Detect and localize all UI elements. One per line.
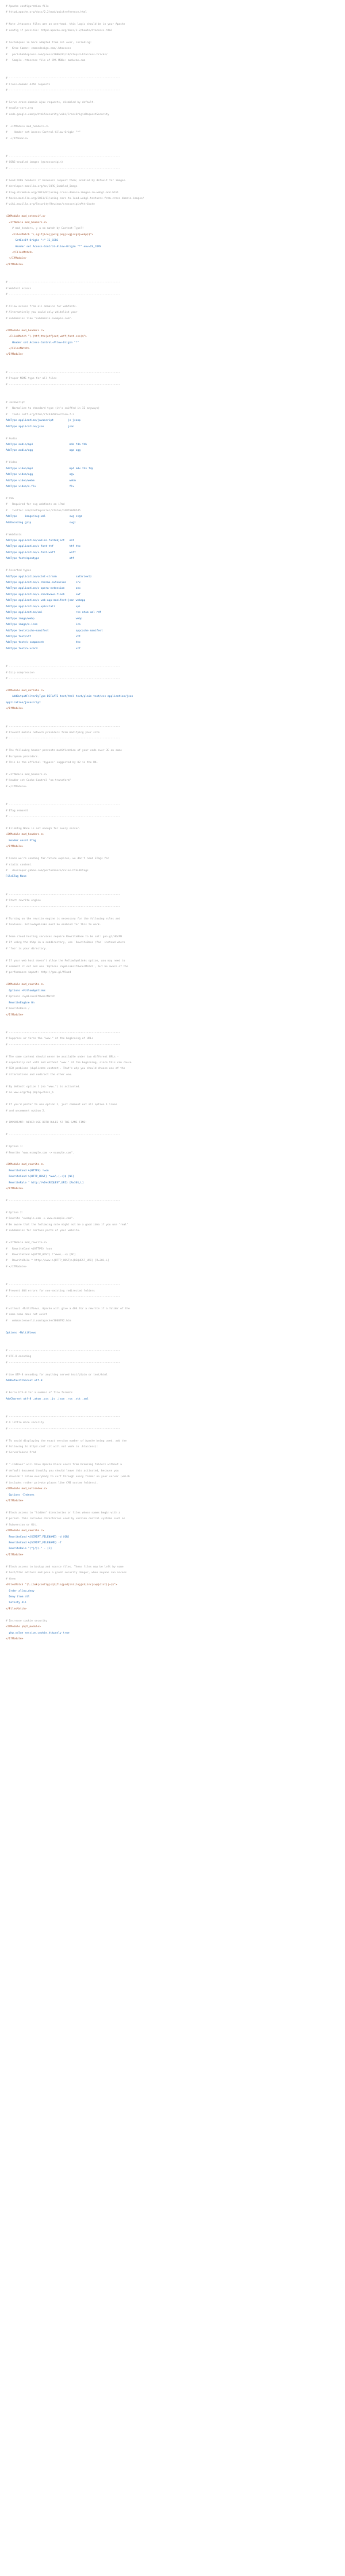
code-line: # ----------------------------------------------------------------------: [6, 167, 121, 170]
code-line: [6, 16, 339, 22]
code-line: [6, 976, 339, 982]
code-line: [6, 526, 339, 532]
code-line: [6, 880, 339, 886]
code-line: [6, 1504, 339, 1510]
code-line: # Option 1:: [6, 1145, 24, 1149]
code-line: # webmasterworld.com/apache/3808792.htm: [6, 1319, 71, 1322]
code-line: AddType application/x-shockwave-flash swf: [6, 593, 80, 596]
code-line: # Header set Access-Control-Allow-Origin "*": [6, 131, 80, 135]
code-line: [6, 430, 339, 436]
code-line: [6, 1018, 339, 1024]
code-line: [6, 1324, 339, 1330]
code-line: AddType application/x-opera-extension oex: [6, 587, 80, 591]
code-line: # comment it out and use `Options +SymLinksIfOwnerMatch`, but be aware of the: [6, 965, 128, 968]
code-line: # Gzip compression: [6, 671, 34, 674]
code-line: # subdomains like "subdomain.example.com".: [6, 317, 73, 320]
code-line: # following to httpd.conf (it will not work in .htaccess):: [6, 1446, 98, 1448]
code-line: # tools.ietf.org/html/rfc4329#section-7.2: [6, 413, 74, 416]
code-line: # ----------------------------------------------------------------------: [6, 383, 121, 386]
code-line: # 'foo' is your directory.: [6, 947, 47, 950]
code-line: # ----------------------------------------------------------------------: [6, 1043, 121, 1046]
code-line: [6, 388, 339, 394]
code-line: [6, 1097, 339, 1102]
code-line: AddType application/x-chrome-extension crx: [6, 581, 80, 584]
code-line: [6, 118, 339, 124]
code-line: [6, 34, 339, 40]
code-line: # Subversion or Git.: [6, 1523, 38, 1527]
code-line: [6, 148, 339, 154]
code-line: # ----------------------------------------------------------------------: [6, 1199, 121, 1203]
code-line: php_value session.cookie_httponly true: [6, 1631, 70, 1635]
code-line: # same name does not exist: [6, 1313, 47, 1317]
code-line: # default document Usually you should leave this activated, because you: [6, 1469, 119, 1473]
code-line: AddType application/vnd.ms-fontobject eot: [6, 539, 74, 542]
code-line: # Block access to backup and source files. These files may be left by some: [6, 1565, 124, 1569]
code-line: # ----------------------------------------------------------------------: [6, 1361, 121, 1364]
code-line: AddType audio/ogg oga ogg: [6, 449, 80, 453]
code-line: # <IfModule mod_headers.c>: [6, 125, 49, 128]
code-line: # RewriteRule ^ http://www.%{HTTP_HOST}%{REQUEST_URI} [R=301,L]: [6, 1259, 109, 1263]
code-line: # ----------------------------------------------------------------------: [6, 1133, 121, 1137]
code-line: </FilesMatch>: [6, 251, 33, 254]
code-line: # JavaScript: [6, 401, 25, 404]
code-line: # Cross-domain AJAX requests: [6, 83, 51, 86]
code-line: # Increase cookie security: [6, 1619, 47, 1623]
code-line: # UTF-8 encoding: [6, 1355, 32, 1359]
code-line: # features. FollowSymLinks must be enabled for this to work.: [6, 923, 101, 926]
code-line: # Assorted types: [6, 569, 32, 573]
code-line: [6, 796, 339, 802]
code-line: [6, 742, 339, 748]
code-line: [6, 1024, 339, 1030]
code-line: AddType image/webp webp: [6, 617, 82, 620]
code-line: AddType text/vtt vtt: [6, 635, 80, 638]
code-line: # ----------------------------------------------------------------------: [6, 905, 121, 908]
code-line: [6, 94, 339, 100]
code-line: [6, 1301, 339, 1306]
code-line: AddType application/octet-stream safariextz: [6, 575, 92, 578]
code-line: Header set Access-Control-Allow-Origin "*": [6, 341, 79, 344]
code-line: [6, 1270, 339, 1276]
code-line: [6, 454, 339, 460]
code-line: # shouldn't allow everybody to surf through every folder on your server (which: [6, 1475, 130, 1479]
code-line: # ----------------------------------------------------------------------: [6, 155, 121, 158]
code-line: # performance impact: http://goo.gl/Mluzd: [6, 971, 71, 975]
code-line: # "-Indexes" will have Apache block users from browsing folders without a: [6, 1463, 122, 1467]
code-line: # Kroc Camen: camendesign.com/.htaccess: [6, 47, 71, 51]
code-line: # SEO problems (duplicate content). That's why you should choose one of the: [6, 1067, 125, 1071]
code-line: [6, 928, 339, 934]
code-line: [6, 886, 339, 892]
code-line: # Rewrite "www.example.com -> example.com".: [6, 1151, 74, 1155]
code-line: AddType image/x-icon ico: [6, 623, 80, 627]
code-line: [6, 821, 339, 826]
code-line: [6, 1432, 339, 1438]
code-line: [6, 910, 339, 916]
code-line: </IfModule>: [6, 1013, 24, 1017]
code-line: [6, 790, 339, 796]
code-line: [6, 1366, 339, 1372]
code-line: [6, 1402, 339, 1408]
code-line: <IfModule mod_deflate.c>: [6, 689, 44, 692]
code-line: # Techniques in here adapted from all over, including:: [6, 41, 92, 44]
code-line: # Video: [6, 461, 17, 465]
code-line: # Alternatively you could only whitelist your: [6, 311, 78, 315]
code-line: FileETag None: [6, 875, 26, 879]
code-line: # ----------------------------------------------------------------------: [6, 1283, 121, 1287]
code-line: </IfModule>: [6, 1499, 24, 1502]
code-line: [6, 364, 339, 370]
code-line: SetEnvIf Origin ":" IS_CORS: [6, 239, 59, 243]
code-line: # Normalize to standard type (it's sniffed in IE anyways): [6, 407, 100, 411]
code-line: <FilesMatch "\.(gif|ico|jpe?g|png|svg|svgz|webp)$">: [6, 233, 94, 236]
code-line: AddType text/x-vcard vcf: [6, 647, 80, 650]
code-line: # twitter.com/FontSquirrel/status/14855840545: [6, 509, 80, 512]
code-line: [6, 718, 339, 724]
code-line: # without -MultiViews, Apache will give a 404 for a rewrite if a folder of the: [6, 1307, 130, 1310]
code-line: # </IfModule>: [6, 785, 26, 788]
code-line: # Since we're sending far-future expires, we don't need ETags for: [6, 857, 109, 861]
code-line: # Option 2:: [6, 1211, 24, 1214]
code-line: # Start rewrite engine: [6, 899, 41, 903]
code-line: # ----------------------------------------------------------------------: [6, 1415, 121, 1419]
code-line: <FilesMatch "(\.(bak|config|sql|fla|psd|ini|log|sh|inc|swp|dist)|~)$">: [6, 1584, 117, 1587]
code-line: </IfModule>: [6, 263, 24, 266]
code-line: # developer.yahoo.com/performance/rules.html#etags: [6, 869, 89, 872]
code-line: [6, 1193, 339, 1198]
code-line: # period. This includes directories used by version control systems such as: [6, 1517, 125, 1521]
code-line: [6, 766, 339, 772]
code-line: # A little more security: [6, 1421, 44, 1425]
code-line: # Some cloud hosting services require RewriteBase to be set: goo.gl/HOcPN: [6, 935, 122, 938]
code-line: AddType application/json json: [6, 425, 74, 428]
code-line: # <IfModule mod_headers.c>: [6, 773, 47, 776]
code-line: [6, 1456, 339, 1462]
code-line: [6, 1205, 339, 1210]
code-line: # wiki.mozilla.org/Security/Reviews/crossoriginAttribute: [6, 203, 95, 206]
code-line: # SVG: [6, 497, 14, 500]
code-line: # If your web host doesn't allow the FollowSymlinks option, you may need to: [6, 959, 125, 963]
code-line: # Webfont access: [6, 287, 32, 290]
code-line: [6, 712, 339, 718]
code-line: AddType video/x-flv flv: [6, 485, 74, 488]
code-line: [6, 70, 339, 76]
code-line: [6, 1048, 339, 1054]
code-line: Deny from all: [6, 1595, 30, 1598]
code-line: # FileETag None is not enough for every server.: [6, 827, 80, 830]
code-line: Satisfy All: [6, 1601, 26, 1605]
code-line: <IfModule mod_headers.c>: [6, 221, 47, 224]
code-line: # Apache configuration file: [6, 5, 49, 8]
code-line: application/javascript: [6, 701, 41, 704]
code-line: RewriteCond %{HTTP_HOST} ^www\.(.+)$ [NC]: [6, 1175, 74, 1179]
code-line: # IMPORTANT: NEVER USE BOTH RULES AT THE SAME TIME!: [6, 1121, 87, 1125]
code-line: # Turning on the rewrite engine is necessary for the following rules and: [6, 917, 121, 921]
code-line: # If using the h5bp in a subdirectory, use `RewriteBase /foo` instead where: [6, 941, 125, 945]
code-line: [6, 490, 339, 496]
code-line: # Serve cross-domain Ajax requests, disabled by default.: [6, 101, 95, 104]
code-line: [6, 658, 339, 664]
code-line: # ----------------------------------------------------------------------: [6, 737, 121, 741]
code-line: [6, 208, 339, 214]
code-line: # perishablepress.com/press/2006/01/10/stupid-htaccess-tricks/: [6, 53, 108, 56]
code-line: [6, 1558, 339, 1564]
code-line: [6, 142, 339, 148]
code-line: [6, 1126, 339, 1132]
code-line: # Be aware that the following rule might not be a good idea if you use "real": [6, 1223, 128, 1226]
code-line: RewriteEngine On: [6, 1001, 34, 1005]
code-line: # The following header prevents modification of your code over 3G on some: [6, 749, 122, 753]
code-line: # CORS-enabled images (@crossorigin): [6, 161, 63, 164]
code-line: [6, 1385, 339, 1390]
code-line: [6, 298, 339, 304]
code-line: AddType text/cache-manifest appcache manifest: [6, 629, 103, 632]
code-line: [6, 1114, 339, 1120]
code-line: <IfModule mod_rewrite.c>: [6, 1529, 44, 1533]
code-line: [6, 358, 339, 364]
code-line: [6, 64, 339, 70]
code-line: # ----------------------------------------------------------------------: [6, 893, 121, 896]
code-line: # ----------------------------------------------------------------------: [6, 1031, 121, 1034]
code-line: # subdomains for certain parts of your website.: [6, 1229, 80, 1233]
code-line: [6, 322, 339, 328]
code-line: # developer.mozilla.org/en/CORS_Enabled_Image: [6, 185, 78, 189]
code-line: # Allow access from all domains for webfonts.: [6, 305, 78, 308]
code-line: # Webfonts: [6, 533, 22, 536]
code-line: # European providers.: [6, 755, 40, 758]
code-line: # Header set Cache-Control "no-transform": [6, 779, 71, 783]
code-line: AddType font/opentype otf: [6, 557, 74, 561]
code-line: AddCharset utf-8 .atom .css .js .json .rss .vtt .xml: [6, 1397, 89, 1401]
code-line: # ----------------------------------------------------------------------: [6, 1427, 121, 1431]
code-line: # This is the official 'bypass' suggested by O2 in the UK.: [6, 761, 98, 765]
code-line: # blog.chromium.org/2011/07/using-cross-domain-images-in-webgl-and.html: [6, 191, 119, 194]
code-line: # and uncomment option 2.: [6, 1109, 46, 1113]
code-line: RewriteCond %{SCRIPT_FILENAME} -f: [6, 1542, 62, 1544]
code-line: AddType video/ogg ogv: [6, 473, 74, 477]
code-line: # </IfModule>: [6, 137, 28, 140]
code-line: # ----------------------------------------------------------------------: [6, 803, 121, 807]
code-line: </IfModule>: [6, 1187, 24, 1191]
code-line: # ETag removal: [6, 809, 28, 812]
code-line: AddDefaultCharset utf-8: [6, 1379, 43, 1383]
code-line: # The same content should never be available under two different URLs -: [6, 1055, 119, 1059]
code-line: [6, 1138, 339, 1144]
code-line: # By default option 1 (no "www.") is activated.: [6, 1085, 80, 1088]
code-line: # ----------------------------------------------------------------------: [6, 89, 121, 93]
code-line: [6, 1156, 339, 1162]
code-line: # ----------------------------------------------------------------------: [6, 1350, 121, 1352]
code-line: # static content.: [6, 863, 33, 867]
code-line: # enable-cors.org: [6, 107, 33, 110]
code-line: # ----------------------------------------------------------------------: [6, 281, 121, 285]
code-line: AddType image/svg+xml svg svgz: [6, 515, 82, 519]
code-line: # Send CORS headers if browsers request them; enabled by default for images.: [6, 179, 127, 182]
code-line: # them: [6, 1577, 16, 1581]
code-line: # hacks.mozilla.org/2011/11/using-cors-to-load-webgl-textures-from-cross-domain-images/: [6, 197, 144, 200]
code-line: [6, 652, 339, 658]
code-line: # includes rather private places like CMS system folders).: [6, 1481, 98, 1485]
code-line: [6, 268, 339, 274]
code-line: </IfModule>: [6, 707, 24, 711]
code-line: # httpd.apache.org/docs/2.2/mod/quickreference.html: [6, 11, 87, 14]
code-line: # especially not with and without "www." at the beginning, since this can cause: [6, 1061, 132, 1064]
code-line: # code.google.com/p/html5security/wiki/CrossOriginRequestSecurity: [6, 113, 109, 116]
code-line: # </IfModule>: [6, 1265, 26, 1268]
code-line: # no-www.org/faq.php?q=class_b: [6, 1091, 53, 1095]
code-line: # Proper MIME type for all files: [6, 377, 57, 381]
code-line: [6, 952, 339, 958]
code-line: # ----------------------------------------------------------------------: [6, 677, 121, 680]
code-line: # ----------------------------------------------------------------------: [6, 371, 121, 374]
code-line: # mod_headers, y u no match by Content-Type?!: [6, 227, 84, 231]
code-line: # Rewrite "example.com -> www.example.com".: [6, 1217, 74, 1221]
code-line: RewriteCond %{SCRIPT_FILENAME} -d [OR]: [6, 1535, 70, 1539]
code-line: <FilesMatch "\.(ttf|ttc|otf|eot|woff|font.css)$">: [6, 335, 87, 339]
code-line: # Note .htaccess files are an overhead, this logic should be in your Apache: [6, 23, 125, 26]
code-line: # RewriteCond %{HTTPS} !=on: [6, 1247, 52, 1251]
code-line: # ----------------------------------------------------------------------: [6, 665, 121, 669]
code-line: # ----------------------------------------------------------------------: [6, 1295, 121, 1299]
code-line: [6, 562, 339, 568]
code-line: Options -Indexes: [6, 1493, 34, 1497]
code-line: <IfModule mod_autoindex.c>: [6, 1488, 47, 1491]
code-line: # <IfModule mod_rewrite.c>: [6, 1241, 47, 1245]
code-line: Header set Access-Control-Allow-Origin "*" env=IS_CORS: [6, 245, 101, 248]
code-line: # Prevent 404 errors for non-existing redirected folders: [6, 1289, 95, 1293]
code-line: AddOutputFilterByType DEFLATE text/html text/plain text/css application/json: [6, 695, 133, 699]
code-line: <IfModule mod_rewrite.c>: [6, 983, 44, 987]
code-line: </IfModule>: [6, 1638, 24, 1640]
code-line: # ----------------------------------------------------------------------: [6, 815, 121, 819]
code-line: </IfModule>: [6, 845, 24, 849]
code-line: [6, 394, 339, 400]
code-line: # Suppress or force the "www." at the beginning of URLs: [6, 1037, 94, 1041]
code-line: # ----------------------------------------------------------------------: [6, 77, 121, 80]
code-line: [6, 1078, 339, 1084]
code-line: # alternatives and redirect the other one.: [6, 1073, 73, 1076]
code-line: # ----------------------------------------------------------------------: [6, 293, 121, 296]
code-line: [6, 682, 339, 688]
code-line: # Force UTF-8 for a number of file formats: [6, 1392, 73, 1395]
code-line: # Sample .htaccess file of CMS MODx: modxcms.com: [6, 59, 86, 62]
code-line: [6, 1408, 339, 1414]
code-line: AddType application/x-font-woff woff: [6, 551, 76, 554]
code-line: Options -MultiViews: [6, 1331, 36, 1335]
code-line: [6, 1343, 339, 1348]
code-line: [6, 172, 339, 178]
code-line: RewriteRule ^ http://%1%{REQUEST_URI} [R=301,L]: [6, 1181, 84, 1184]
code-line: AddType application/javascript js jsonp: [6, 419, 80, 423]
code-line: # RewriteCond %{HTTP_HOST} !^www\..+$ [NC]: [6, 1254, 76, 1256]
code-line: [6, 1235, 339, 1240]
code-line: AddType audio/mp4 m4a f4a f4b: [6, 443, 87, 446]
code-line: </FilesMatch>: [6, 347, 30, 350]
code-line: [6, 1336, 339, 1342]
code-line: </IfModule>: [6, 1553, 24, 1557]
code-line: RewriteCond %{HTTPS} !=on: [6, 1169, 49, 1172]
code-line: AddType video/webm webm: [6, 479, 76, 482]
code-line: # If you'd prefer to use option 2, just comment out all option 1 lines: [6, 1103, 117, 1107]
code-line: # Use UTF-8 encoding for anything served text/plain or text/html: [6, 1373, 108, 1377]
code-line: Order allow,deny: [6, 1589, 34, 1593]
code-line: # ServerTokens Prod: [6, 1451, 36, 1455]
code-line: </IfModule>: [6, 257, 26, 260]
code-line: # Required for svg webfonts on iPad: [6, 503, 65, 507]
code-line: <IfModule mod_setenvif.c>: [6, 215, 46, 218]
code-line: # Block access to "hidden" directories or files whose names begin with a: [6, 1511, 121, 1515]
code-line: AddEncoding gzip svgz: [6, 521, 76, 524]
code-line: AddType text/x-component htc: [6, 641, 80, 645]
code-line: <IfModule mod_headers.c>: [6, 833, 44, 837]
code-line: # Audio: [6, 437, 17, 440]
code-line: # Prevent mobile network providers from modifying your site: [6, 731, 100, 734]
code-line: Header unset ETag: [6, 839, 36, 842]
code-line: AddType application/x-xpinstall xpi: [6, 605, 80, 608]
code-line: AddType video/mp4 mp4 m4v f4v f4p: [6, 467, 94, 470]
code-line: [6, 1276, 339, 1282]
code-line: </FilesMatch>: [6, 1607, 26, 1611]
code-line: AddType application/xml rss atom xml rdf: [6, 611, 101, 615]
code-line: # RewriteBase /: [6, 1007, 30, 1011]
code-line: # Options +SymLinksIfOwnerMatch: [6, 995, 55, 999]
code-line: RewriteRule "(^|/)\." - [F]: [6, 1547, 52, 1551]
code-line: # text/html editors and pose a great security danger, when anyone can access: [6, 1571, 127, 1575]
code-line: [6, 850, 339, 856]
code-line: </IfModule>: [6, 353, 24, 356]
code-line: # ----------------------------------------------------------------------: [6, 725, 121, 729]
code-line: AddType application/x-font-ttf ttf ttc: [6, 545, 80, 549]
code-line: <IfModule mod_rewrite.c>: [6, 1163, 44, 1167]
code-line: # config if possible: httpd.apache.org/docs/2.2/howto/htaccess.html: [6, 29, 113, 32]
code-line: <IfModule mod_headers.c>: [6, 329, 44, 332]
code-line: [6, 1612, 339, 1618]
code-line: Options +FollowSymlinks: [6, 989, 46, 992]
code-line: # To avoid displaying the exact version number of Apache being used, add the: [6, 1439, 127, 1443]
code-line: <IfModule php5_module>: [6, 1626, 41, 1629]
code-line: AddType application/x-web-app-manifest+json webapp: [6, 599, 86, 603]
code-line: [6, 274, 339, 280]
